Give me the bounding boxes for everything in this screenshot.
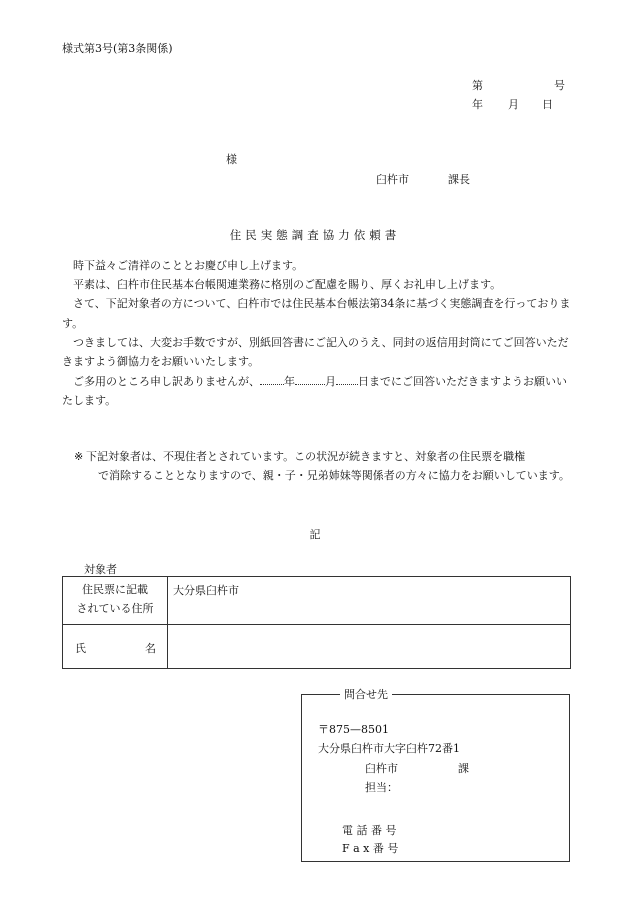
- address-header-line-1: 住民票に記載: [82, 583, 148, 596]
- date-day: 日: [542, 98, 553, 111]
- date-month: 月: [508, 98, 519, 111]
- deadline-pre: ご多用のところ申し訳ありませんが、: [73, 375, 260, 389]
- contact-title: 問合せ先: [340, 686, 392, 702]
- address-value[interactable]: 大分県臼杵市: [168, 577, 571, 625]
- name-header-b: 名: [145, 642, 156, 655]
- table-row: [63, 625, 571, 669]
- contact-tanto: 担当：: [365, 781, 398, 794]
- body-paragraph-4: つきましては、大変お手数ですが、別紙回答書にご記入のうえ、同封の返信用封筒にてご回答いただきますよう御協力をお願いいたします。: [62, 335, 569, 369]
- note: [62, 447, 572, 485]
- doc-number-go: 号: [554, 79, 565, 92]
- deadline-month: 月: [325, 375, 336, 389]
- subject-table: [62, 576, 571, 669]
- date-year: 年: [472, 98, 483, 111]
- body-paragraph-3: さて、下記対象者の方について、臼杵市では住民基本台帳法第34条に基づく実態調査を行っております。: [62, 297, 571, 330]
- note-mark: ※: [74, 450, 84, 463]
- name-header-a: 氏: [75, 642, 86, 655]
- body-paragraph-5: [62, 371, 572, 410]
- note-line-1: 下記対象者は、不現住者とされています。この状況が続きますと、対象者の住民票を職権: [86, 450, 526, 463]
- doc-number-dai: 第: [472, 79, 483, 92]
- deadline-year: 年: [284, 375, 295, 389]
- deadline-day: 日: [358, 375, 369, 389]
- letter-body: [62, 256, 572, 411]
- address-header-line-2: されている住所: [76, 602, 154, 615]
- name-header: [63, 625, 168, 669]
- contact-tel: 電 話 番 号: [342, 824, 397, 837]
- sender-city: 臼杵市: [376, 173, 409, 186]
- note-rest: で消除することとなりますので、親・子・兄弟姉妹等関係者の方々に協力をお願いしています。: [98, 469, 570, 483]
- contact-city: 臼杵市: [365, 762, 398, 775]
- contact-postal: 〒875—8501: [318, 723, 389, 736]
- name-value[interactable]: [168, 625, 571, 669]
- sender-title: 課長: [448, 173, 470, 186]
- contact-ka: 課: [458, 762, 469, 775]
- table-row: [63, 577, 571, 625]
- body-paragraph-1: 時下益々ご清祥のこととお慶び申し上げます。: [73, 259, 304, 272]
- address-header: [63, 577, 168, 625]
- contact-address: 大分県臼杵市大字臼杵72番1: [318, 742, 460, 755]
- ki-heading: 記: [309, 528, 321, 541]
- subject-label: 対象者: [84, 563, 117, 576]
- body-paragraph-2: 平素は、臼杵市住民基本台帳関連業務に格別のご配慮を賜り、厚くお礼申し上げます。: [73, 278, 502, 292]
- addressee: 様: [226, 153, 237, 166]
- document-title: 住民実態調査協力依頼書: [229, 228, 401, 242]
- contact-fax: F a x 番 号: [342, 842, 399, 855]
- deadline-post: までにご回答いただきますようお願いいたします。: [62, 375, 567, 408]
- form-number: 様式第3号(第3条関係): [62, 42, 173, 55]
